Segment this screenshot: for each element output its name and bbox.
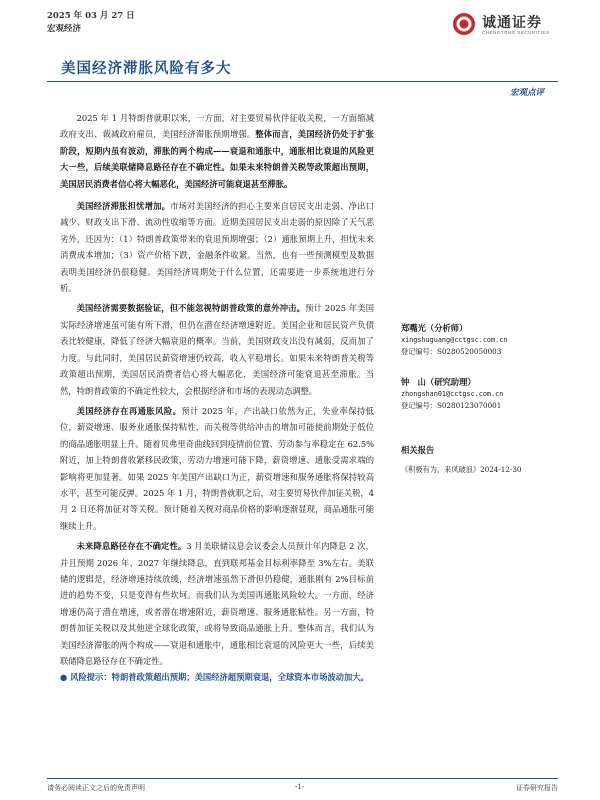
section-heading: 美国经济滞胀担忧增加。 <box>76 201 171 212</box>
related-title: 相关报告 <box>401 445 435 455</box>
footer-label: 证券研究报告 <box>516 784 558 792</box>
section-text: 预计 2025 年美国实际经济增速虽可能有所下滑，但仍在潜在经济增速附近。美国企业和居民资产负债表比较健康，降低了经济大幅衰退的概率。当前，美国财政支出没有减弱，反而加了力度。与此同时，美国居民薪资增速仍较高，收入平稳增长。如果未来特朗普关税等政策超出预期，美国居民消费者信心将大幅恶化，美国经济可能衰退甚至滞胀。当然，特朗普政策的不确定性较大，会根据经济和市场的表现动态调整。 <box>60 303 374 396</box>
section-text: 预计 2025 年，产出缺口依然为正，失业率保持低位，薪资增速、服务业通胀保持粘性，而关税等供给冲击的增加可能使前期处于低位的商品通胀明显上升。随着贝弗里奇曲线回到疫情前位置、劳动参与率稳定在 62.5%附近，加上特朗普收紧移民政策，劳动力增速可能下降，薪资增速、通胀受需求端的影响将更加显著。如果 2025 年美国产出缺口为正，薪资增速和服务通胀将保持较高水平，甚至可能反弹。2025 年 1 月，特朗普就职之后，对主要贸易伙伴加征关税，4 月 2 日还将加征对等关税。预计随着关税对商品价格的影响逐渐显现，商品通胀可能继续上升。 <box>60 405 374 531</box>
risk-label: 风险提示： <box>70 672 112 683</box>
section-text: 市场对美国经济的担心主要来自居民支出走弱、净出口减少、财政支出下滑、流动性收缩等方面。近期美国居民支出走弱的原因除了天气恶劣外，还因为：（1）特朗普政策带来的衰退预期增强；（2）通胀预期上升，担忧未来消费成本增加；（3）资产价格下跌，金融条件收紧。当然，也有一些预测模型及数据表明美国经济仍很稳健。美国经济周期处于什么位置，还需要进一步系统地进行分析。 <box>60 201 374 294</box>
related-report-link[interactable]: 《积极有为，来风破浪》2024-12-30 <box>401 465 522 474</box>
footer-divider <box>47 778 558 779</box>
section-heading: 未来降息路径存在不确定性。 <box>76 541 187 552</box>
risk-warning <box>60 669 374 685</box>
company-logo <box>452 10 562 40</box>
section-paragraph <box>60 198 374 296</box>
analyst-name: 郑嘴光（分析师） <box>401 323 468 333</box>
page-number: -1- <box>295 783 305 791</box>
section-paragraph <box>60 403 374 534</box>
report-category: 宏观经济 <box>47 24 82 34</box>
report-date: 2025 年 03 月 27 日 <box>47 11 135 21</box>
intro-paragraph <box>60 110 374 192</box>
analyst-email[interactable]: zhongshan01@cctgsc.com.cn <box>401 390 504 398</box>
document-type: 宏观点评 <box>510 88 545 98</box>
bullet-icon: ● <box>60 672 68 683</box>
analyst-name: 钟 山（研究助理） <box>401 377 476 387</box>
analyst-card <box>401 376 571 412</box>
analyst-card <box>401 322 571 358</box>
section-heading: 美国经济存在再通胀风险。 <box>76 405 182 416</box>
related-reports <box>401 444 571 476</box>
footer-disclaimer: 请务必阅读正文之后的免责声明 <box>47 784 145 792</box>
analyst-email[interactable]: xingshuguang@cctgsc.com.cn <box>401 336 508 344</box>
report-title: 美国经济滞胀风险有多大 <box>61 60 232 77</box>
logo-emblem-icon <box>452 12 476 36</box>
risk-text: 特朗普政策超出预期；美国经济超预期衰退，全球资本市场波动加大。 <box>111 672 369 683</box>
analyst-cert: 登记编号：S0280123070001 <box>401 401 502 410</box>
section-text: 3 月美联储议息会议委会人员预计年内降息 2 次，并且预期 2026 年、2027 年继续降息，直到联邦基金目标利率降至 3%左右。美联储的逻辑是，经济增速持续放缓，经济增速虽然下滑但仍稳健，通胀刚有 2%目标前进的趋势不变，只是变得有些坎坷。而我们认为美国再通胀风险较大。一方面，经济增速仍高于潜在增速，或者潜在增速附近，薪资增速、服务通胀粘性。另一方面，特朗普加征关税以及其他逆全球化政策，或将导致商品通胀上升。整体而言，我们认为美国经济滞胀的两个构成——衰退和通胀中，通胀相比衰退的风险更大一些，后续美联储降息路径存在不确定性。 <box>60 541 374 666</box>
section-heading: 美国经济需要数据验证，但不能忽视特朗普政策的意外冲击。 <box>76 303 306 314</box>
main-body <box>60 110 374 686</box>
logo-text-en: CHENGTONG SECURITIES <box>482 30 550 35</box>
title-divider <box>47 81 558 82</box>
logo-text-cn: 诚通证券 <box>482 15 542 31</box>
section-paragraph <box>60 300 374 398</box>
section-paragraph <box>60 538 374 669</box>
intro-text: 2025 年 1 月特朗普就职以来，一方面，对主要贸易伙伴征收关税，一方面缩减政府支出、裁减政府雇员，美国经济滞胀预期增强。 <box>60 113 374 140</box>
analyst-cert: 登记编号：S0280520050003 <box>401 347 502 356</box>
intro-emphasis: 整体而言，美国经济仍处于扩张阶段，短期内虽有波动，滞胀的两个构成——衰退和通胀中，通胀相比衰退的风险更大一些，后续美联储降息路径存在不确定性。如果未来特朗普关税等政策超出预期，美国居民消费者信心将大幅恶化，美国经济可能衰退甚至滞胀。 <box>60 129 374 189</box>
